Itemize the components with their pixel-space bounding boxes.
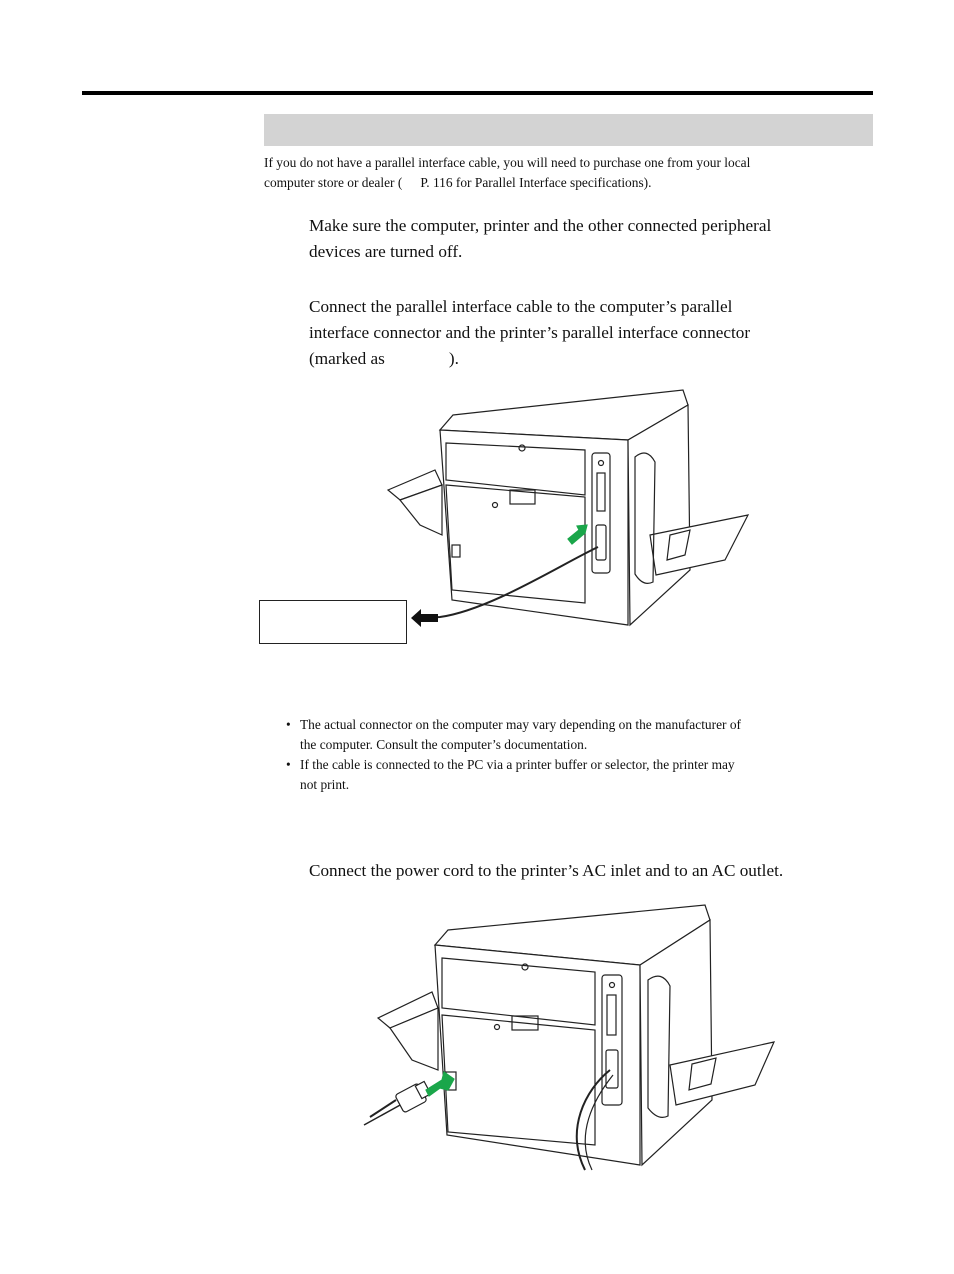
arrow-left-icon (411, 609, 439, 627)
step-2 (309, 294, 879, 372)
note-item: • The actual connector on the computer may vary depending on the manufacturer of the computer. Consult the computer’s documentation. (284, 715, 874, 755)
note-item: • If the cable is connected to the PC via a printer buffer or selector, the printer may not print. (284, 755, 874, 795)
step-2-line-3-end: ). (448, 349, 459, 368)
step-1 (309, 213, 879, 265)
note-2-line-2: not print. (300, 777, 350, 792)
intro-paragraph (264, 153, 876, 193)
printer-parallel-cable-illustration (380, 385, 760, 630)
step-3 (309, 858, 879, 884)
step-2-line-1: Connect the parallel interface cable to the computer’s parallel (309, 297, 733, 316)
step-2-line-2: interface connector and the printer’s parallel interface connector (309, 323, 751, 342)
step-2-line-3-start: (marked as (309, 349, 385, 368)
printer-power-cord-illustration (360, 900, 780, 1175)
section-heading-bar (264, 114, 873, 146)
header-rule (82, 91, 873, 95)
intro-line-2-start: computer store or dealer ( (264, 175, 403, 190)
step-1-line-1: Make sure the computer, printer and the other connected peripheral (309, 216, 772, 235)
notes-list (284, 715, 874, 795)
step-1-line-2: devices are turned off. (309, 242, 463, 261)
note-1-line-1: The actual connector on the computer may vary depending on the manufacturer of (300, 717, 741, 732)
intro-line-2 (264, 173, 876, 193)
step-3-line-1: Connect the power cord to the printer’s AC inlet and to an AC outlet. (309, 861, 784, 880)
intro-line-1: If you do not have a parallel interface cable, you will need to purchase one from your local (264, 155, 751, 170)
computer-box (259, 600, 407, 644)
note-1-line-2: the computer. Consult the computer’s documentation. (300, 737, 588, 752)
note-2-line-1: If the cable is connected to the PC via a printer buffer or selector, the printer may (300, 757, 735, 772)
intro-line-2-end: P. 116 for Parallel Interface specifications). (420, 175, 652, 190)
step-2-line-3 (309, 346, 879, 372)
